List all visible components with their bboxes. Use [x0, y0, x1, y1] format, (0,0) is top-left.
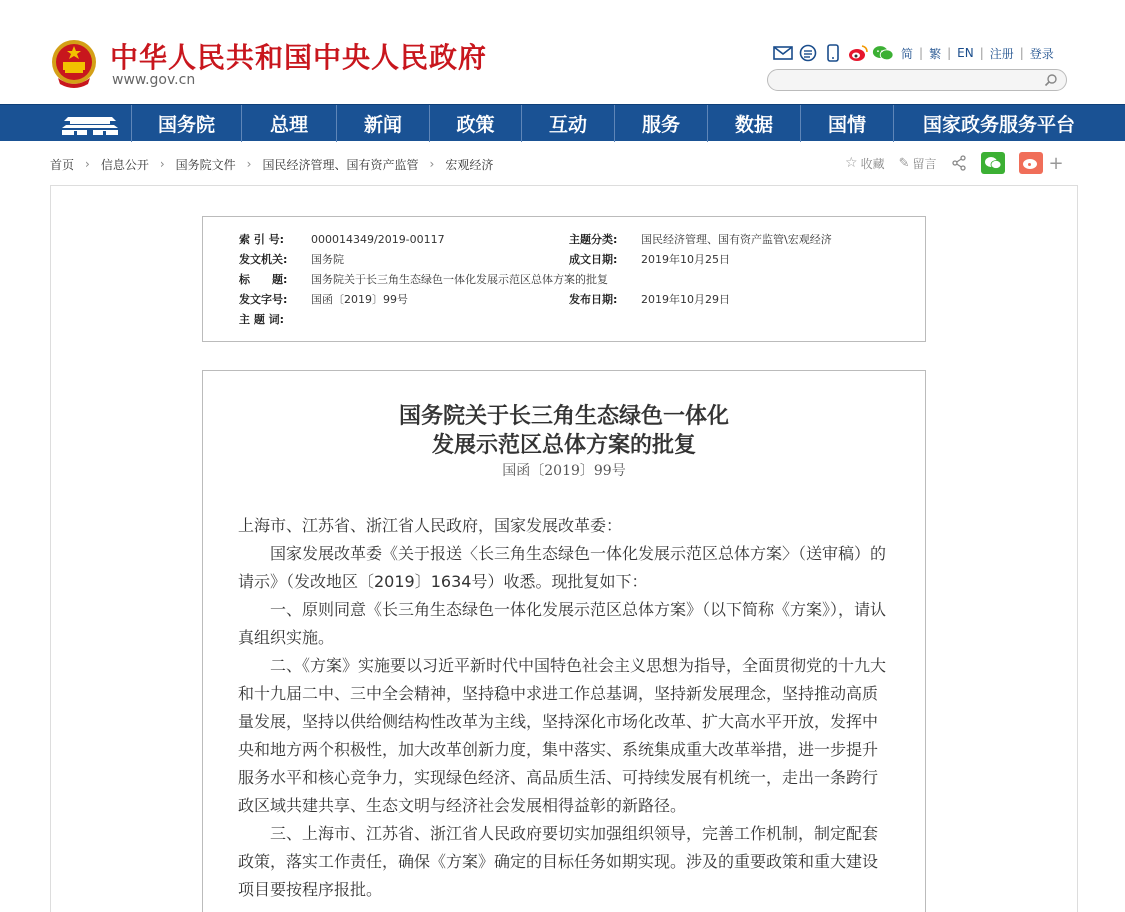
pencil-icon: ✎ — [898, 155, 910, 171]
separator: | — [919, 46, 924, 60]
info-label: 发文字号: — [239, 293, 288, 306]
register-link[interactable]: 注册 — [989, 46, 1014, 61]
wechat-icon[interactable] — [872, 44, 894, 62]
chevron-right-icon: › — [246, 157, 252, 171]
info-issuer-row — [239, 251, 344, 267]
share-button[interactable] — [951, 155, 967, 171]
simplified-chinese-link[interactable]: 简 — [901, 46, 914, 61]
chevron-right-icon: › — [159, 157, 165, 171]
header-tools — [772, 43, 1054, 63]
info-value: 000014349/2019-00117 — [311, 232, 445, 246]
document-title-line-2: 发展示范区总体方案的批复 — [431, 432, 696, 458]
site-title[interactable]: 中华人民共和国中央人民政府 — [110, 41, 488, 74]
nav-item-data[interactable]: 数据 — [708, 105, 801, 142]
breadcrumb-state-council-docs[interactable]: 国务院文件 — [175, 157, 236, 172]
info-label: 成文日期: — [569, 253, 618, 266]
separator: | — [1019, 46, 1024, 60]
rss-icon[interactable] — [797, 44, 819, 62]
breadcrumb-macro-economy[interactable]: 宏观经济 — [445, 157, 494, 172]
salutation: 上海市、江苏省、浙江省人民政府，国家发展改革委： — [238, 516, 623, 535]
info-label: 索 引 号: — [239, 233, 285, 246]
english-link[interactable]: EN — [957, 46, 974, 60]
info-value: 国务院关于长三角生态绿色一体化发展示范区总体方案的批复 — [311, 273, 608, 286]
nav-item-news[interactable]: 新闻 — [337, 105, 430, 142]
tiananmen-icon — [60, 111, 120, 137]
separator: | — [979, 46, 984, 60]
breadcrumb-home[interactable]: 首页 — [50, 157, 75, 172]
wechat-icon — [984, 156, 1002, 170]
search-input[interactable] — [767, 69, 1067, 91]
nav-item-interaction[interactable]: 互动 — [522, 105, 615, 142]
info-value: 国民经济管理、国有资产监管\宏观经济 — [641, 233, 832, 246]
traditional-chinese-link[interactable]: 繁 — [929, 46, 942, 61]
info-publish-date-row — [569, 291, 730, 307]
mail-icon[interactable] — [772, 44, 794, 62]
weibo-icon[interactable] — [847, 44, 869, 62]
breadcrumb — [50, 155, 493, 173]
search-icon[interactable] — [1044, 73, 1058, 87]
info-doc-number-row — [239, 291, 408, 307]
info-label: 发布日期: — [569, 293, 618, 306]
comment-button[interactable] — [899, 155, 937, 172]
wechat-share-button[interactable] — [981, 152, 1005, 174]
paragraph: 二、《方案》实施要以习近平新时代中国特色社会主义思想为指导，全面贯彻党的十九大和十九届二中、三中全会精神，坚持稳中求进工作总基调，坚持新发展理念，坚持推动高质量发展，坚持以供给侧结构性改革为主线，坚持深化市场化改革、扩大高水平开放，发挥中央和地方两个积极性，加大改革创新力度，集中落实、系统集成重大改革举措，进一步提升服务水平和核心竞争力，实现绿色经济、高品质生活、可持续发展有机统一，走出一条跨行政区域共建共享、生态文明与经济社会发展相得益彰的新路径。 — [238, 656, 887, 815]
national-emblem-icon[interactable] — [50, 38, 98, 90]
paragraph: 国家发展改革委《关于报送〈长三角生态绿色一体化发展示范区总体方案〉（送审稿）的请示》（发改地区〔2019〕1634号）收悉。现批复如下： — [238, 544, 887, 591]
separator: | — [947, 46, 952, 60]
chevron-right-icon: › — [429, 157, 435, 171]
info-keywords-row — [239, 311, 311, 327]
plus-icon[interactable]: + — [1048, 152, 1064, 174]
share-icon — [951, 155, 967, 171]
info-value: 国函〔2019〕99号 — [311, 293, 408, 306]
site-header — [0, 0, 1125, 104]
weibo-share-button[interactable] — [1019, 152, 1043, 174]
favorite-button[interactable] — [845, 155, 885, 172]
document-body — [238, 512, 890, 904]
paragraph: 三、上海市、江苏省、浙江省人民政府要切实加强组织领导，完善工作机制，制定配套政策，落实工作责任，确保《方案》确定的目标任务如期实现。涉及的重要政策和重大建设项目要按程序报批。 — [238, 824, 879, 899]
info-value: 国务院 — [311, 253, 344, 266]
main-nav — [0, 104, 1125, 141]
comment-label: 留言 — [912, 156, 937, 171]
document-number: 国函〔2019〕99号 — [502, 463, 626, 479]
mobile-icon[interactable] — [822, 44, 844, 62]
info-index-row — [239, 231, 445, 247]
nav-item-service-platform[interactable]: 国家政务服务平台 — [922, 114, 1075, 136]
nav-item-services[interactable]: 服务 — [615, 105, 708, 142]
site-url: www.gov.cn — [112, 72, 196, 88]
info-label: 主题分类: — [569, 233, 618, 246]
chevron-right-icon: › — [85, 157, 90, 171]
info-label: 标 题: — [239, 273, 288, 286]
breadcrumb-economy-management[interactable]: 国民经济管理、国有资产监管 — [262, 157, 419, 172]
document-title-line-1: 国务院关于长三角生态绿色一体化 — [398, 403, 729, 429]
info-value: 2019年10月29日 — [641, 293, 730, 306]
document-info-box — [202, 216, 926, 342]
paragraph: 一、原则同意《长三角生态绿色一体化发展示范区总体方案》（以下简称《方案》），请认真组织实施。 — [238, 600, 887, 647]
nav-item-state-council[interactable]: 国务院 — [132, 105, 242, 142]
info-label: 主 题 词: — [239, 313, 285, 326]
nav-home[interactable] — [48, 105, 132, 142]
info-title-row — [239, 271, 608, 287]
nav-item-premier[interactable]: 总理 — [242, 105, 337, 142]
nav-item-policies[interactable]: 政策 — [430, 105, 522, 142]
language-account-links — [901, 45, 1054, 62]
favorite-label: 收藏 — [860, 156, 885, 171]
info-category-row — [569, 231, 832, 247]
nav-item-national-info[interactable]: 国情 — [801, 105, 894, 142]
breadcrumb-info-disclosure[interactable]: 信息公开 — [100, 157, 149, 172]
share-toolbar — [845, 152, 1064, 174]
info-value: 2019年10月25日 — [641, 253, 730, 266]
login-link[interactable]: 登录 — [1029, 46, 1054, 61]
info-written-date-row — [569, 251, 730, 267]
weibo-icon — [1022, 156, 1040, 170]
info-label: 发文机关: — [239, 253, 288, 266]
star-icon: ☆ — [845, 155, 858, 171]
